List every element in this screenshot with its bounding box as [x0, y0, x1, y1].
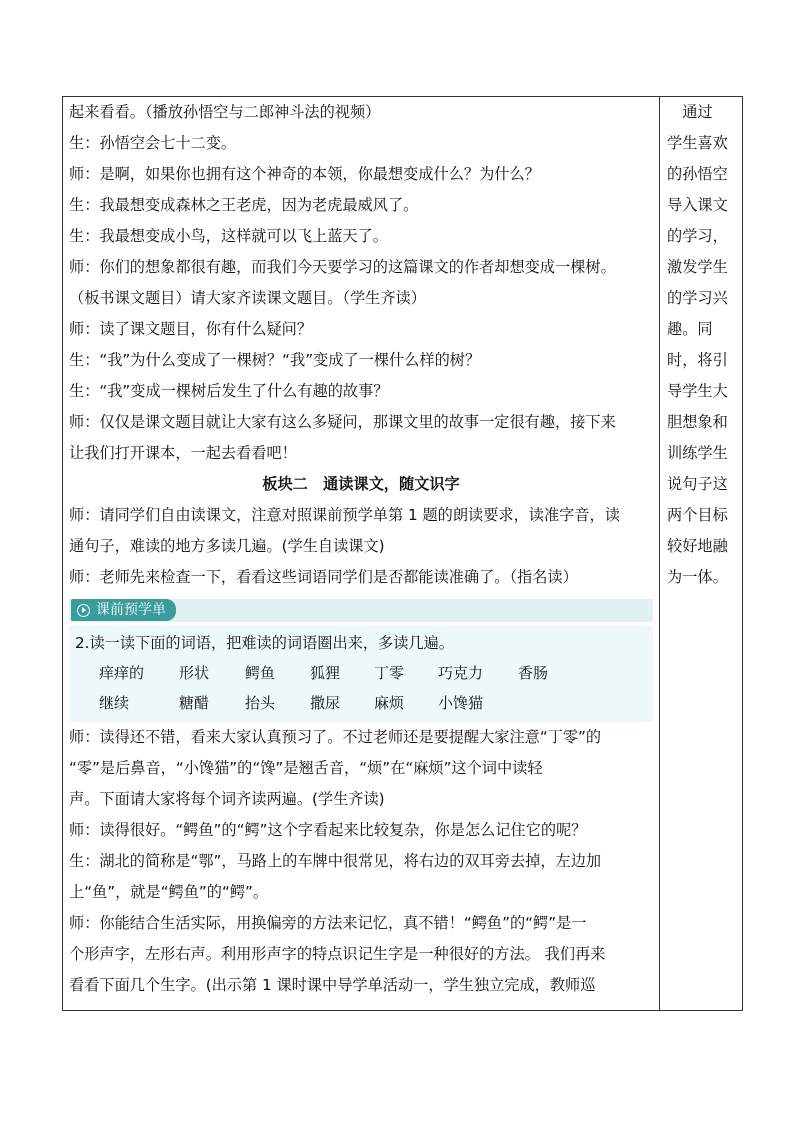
text-line: 师：读得还不错，看来大家认真预习了。不过老师还是要提醒大家注意“丁零”的: [69, 728, 602, 746]
text-line: 声。下面请大家将每个词齐读两遍。(学生齐读): [69, 790, 385, 808]
side-line: 导入课文: [667, 196, 728, 214]
text-line: 生：“我”为什么变成了一棵树？“我”变成了一棵什么样的树？: [69, 351, 481, 369]
text-line: “零”是后鼻音，“小馋猫”的“馋”是翘舌音，“烦”在“麻烦”这个词中读轻: [69, 759, 543, 777]
text-line: 生：湖北的简称是“鄂”，马路上的车牌中很常见，将右边的双耳旁去掉，左边加: [69, 852, 602, 870]
side-line: 训练学生: [667, 444, 728, 462]
text-line: 看看下面几个生字。(出示第 1 课时课中导学单活动一，学生独立完成，教师巡: [69, 976, 596, 994]
side-line: 较好地融: [667, 537, 728, 555]
word: 抬头: [245, 694, 276, 712]
text-line: 让我们打开课本，一起去看看吧！: [69, 444, 297, 462]
word: 巧克力: [438, 664, 484, 682]
text-line: 师：读了课文题目，你有什么疑问？: [69, 320, 312, 338]
text-line: 上“鱼”，就是“鳄鱼”的“鳄”。: [69, 883, 269, 901]
side-line: 通过: [667, 103, 713, 121]
preview-badge: [71, 599, 176, 621]
text-line: 师：请同学们自由读课文，注意对照课前预学单第 1 题的朗读要求，读准字音，读: [69, 506, 620, 524]
text-line: 个形声字，左形右声。利用形声字的特点识记生字是一种很好的方法。 我们再来: [69, 945, 606, 963]
main-column: [69, 97, 653, 1001]
word: 丁零: [374, 664, 405, 682]
preview-box-body: [69, 626, 653, 722]
text-line: 通句子，难读的地方多读几遍。(学生自读课文): [69, 537, 385, 555]
side-line: 说句子这: [667, 475, 728, 493]
side-line: 胆想象和: [667, 413, 728, 431]
text-line: 师：是啊，如果你也拥有这个神奇的本领，你最想变成什么？为什么？: [69, 165, 540, 183]
text-line: （板书课文题目）请大家齐读课文题目。（学生齐读）: [69, 289, 426, 307]
word: 狐狸: [310, 664, 341, 682]
design-intent-column: [663, 97, 739, 593]
text-line: 师：你们的想象都很有趣，而我们今天要学习的这篇课文的作者却想变成一棵树。: [69, 258, 616, 276]
word: 香肠: [518, 664, 549, 682]
side-line: 的孙悟空: [667, 165, 728, 183]
side-line: 的学习，: [667, 227, 728, 245]
side-line: 学生喜欢: [667, 134, 728, 152]
word: 小馋猫: [438, 694, 484, 712]
dialogue-bottom: [69, 722, 653, 1001]
dialogue-mid: [69, 500, 653, 593]
word: 痒痒的: [99, 664, 145, 682]
side-line: 两个目标: [667, 506, 728, 524]
dialogue-top: [69, 97, 653, 469]
word: 撒尿: [310, 694, 341, 712]
word-row-2: [75, 688, 647, 718]
word: 鳄鱼: [245, 664, 276, 682]
word: 形状: [179, 664, 210, 682]
section-heading: 板块二 通读课文，随文识字: [262, 475, 460, 493]
text-line: 生：我最想变成小鸟，这样就可以飞上蓝天了。: [69, 227, 388, 245]
text-line: 师：读得很好。“鳄鱼”的“鳄”这个字看起来比较复杂，你是怎么记住它的呢？: [69, 821, 587, 839]
word-row-1: [75, 658, 647, 688]
side-line: 趣。同: [667, 320, 713, 338]
lesson-table: [62, 96, 743, 1011]
side-line: 导学生大: [667, 382, 728, 400]
side-line: 激发学生: [667, 258, 728, 276]
word: 麻烦: [374, 694, 405, 712]
side-line: 时，将引: [667, 351, 728, 369]
column-divider: [659, 97, 660, 1010]
preview-badge-label: 课前预学单: [96, 602, 166, 618]
text-line: 生：我最想变成森林之王老虎，因为老虎最威风了。: [69, 196, 419, 214]
play-circle-icon: [77, 604, 90, 617]
word: 继续: [99, 694, 130, 712]
text-line: 师：仅仅是课文题目就让大家有这么多疑问，那课文里的故事一定很有趣，接下来: [69, 413, 616, 431]
side-line: 为一体。: [667, 568, 728, 586]
text-line: 师：你能结合生活实际，用换偏旁的方法来记忆，真不错！“鳄鱼”的“鳄”是一: [69, 914, 587, 932]
text-line: 起来看看。（播放孙悟空与二郎神斗法的视频）: [69, 103, 381, 121]
text-line: 师：老师先来检查一下，看看这些词语同学们是否都能读准确了。（指名读）: [69, 568, 578, 586]
preview-box: [69, 599, 653, 722]
preview-instruction: 2.读一读下面的词语，把难读的词语圈出来，多读几遍。: [75, 634, 454, 652]
text-line: 生：孙悟空会七十二变。: [69, 134, 237, 152]
preview-box-header: [69, 599, 653, 622]
side-line: 的学习兴: [667, 289, 728, 307]
word: 糖醋: [179, 694, 210, 712]
text-line: 生：“我”变成一棵树后发生了什么有趣的故事？: [69, 382, 389, 400]
